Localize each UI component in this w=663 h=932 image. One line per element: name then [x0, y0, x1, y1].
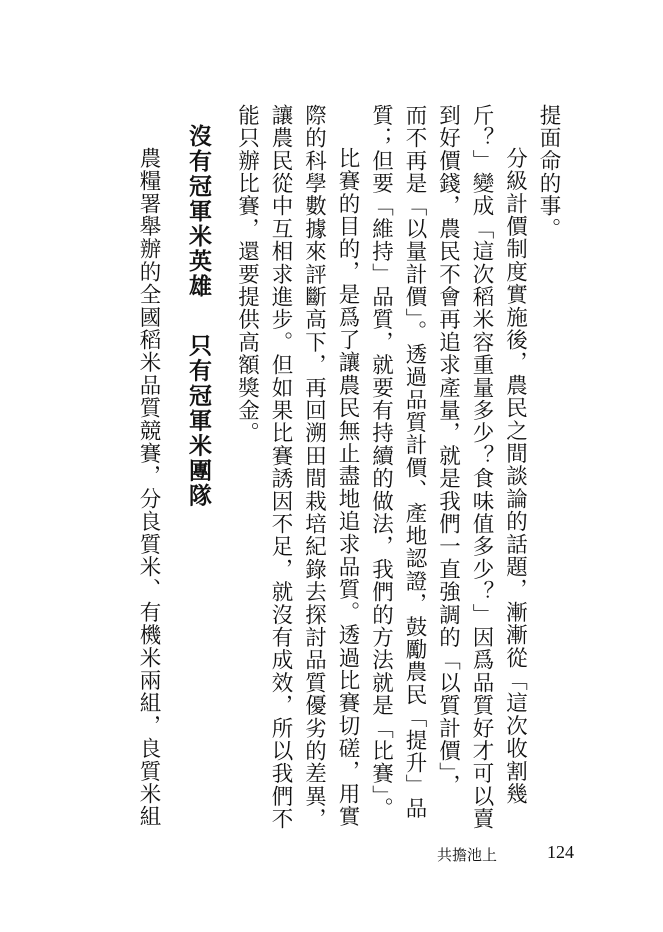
- text-line: 際的科學數據來評斷高下，再回溯田間栽培紀錄去探討品質優劣的差異，: [301, 104, 327, 831]
- running-title: 共擔池上: [437, 846, 498, 864]
- page-number: 124: [547, 842, 574, 862]
- text-line: 比賽的目的，是爲了讓農民無止盡地追求品質。透過比賽切磋，用實: [335, 147, 360, 828]
- section-heading-part1: 沒有冠軍米英雄: [185, 124, 211, 299]
- text-line: 讓農民從中互相求進步。但如果比賽誘因不足，就沒有成效，所以我們不: [268, 104, 293, 831]
- section-heading: [181, 104, 214, 764]
- section-heading-part2: 只有冠軍米團隊: [185, 333, 211, 509]
- text-line: 斤？」變成「這次稻米容重量多少？食味值多少？」因爲品質好才可以賣: [469, 104, 494, 831]
- page-footer: [0, 842, 663, 866]
- text-line: 分級計價制度實施後，農民之間談論的話題，漸漸從「這次收割幾: [502, 147, 528, 806]
- text-line: 農糧署舉辦的全國稻米品質競賽，分良質米、有機米兩組，良質米組: [136, 147, 161, 828]
- text-line: 到好價錢，農民不會再追求產量，就是我們一直強調的「以質計價」，: [435, 104, 461, 797]
- text-line: 而不再是「以量計價」。透過品質計價、產地認證，鼓勵農民「提升」品: [402, 104, 427, 820]
- text-line: 能只辦比賽，還要提供高額獎金。: [234, 104, 260, 445]
- text-line: 提面命的事。: [536, 104, 561, 241]
- vertical-text-body: [132, 104, 566, 831]
- text-line: 質；但要「維持」品質，就要有持續的做法，我們的方法就是「比賽」。: [368, 104, 394, 820]
